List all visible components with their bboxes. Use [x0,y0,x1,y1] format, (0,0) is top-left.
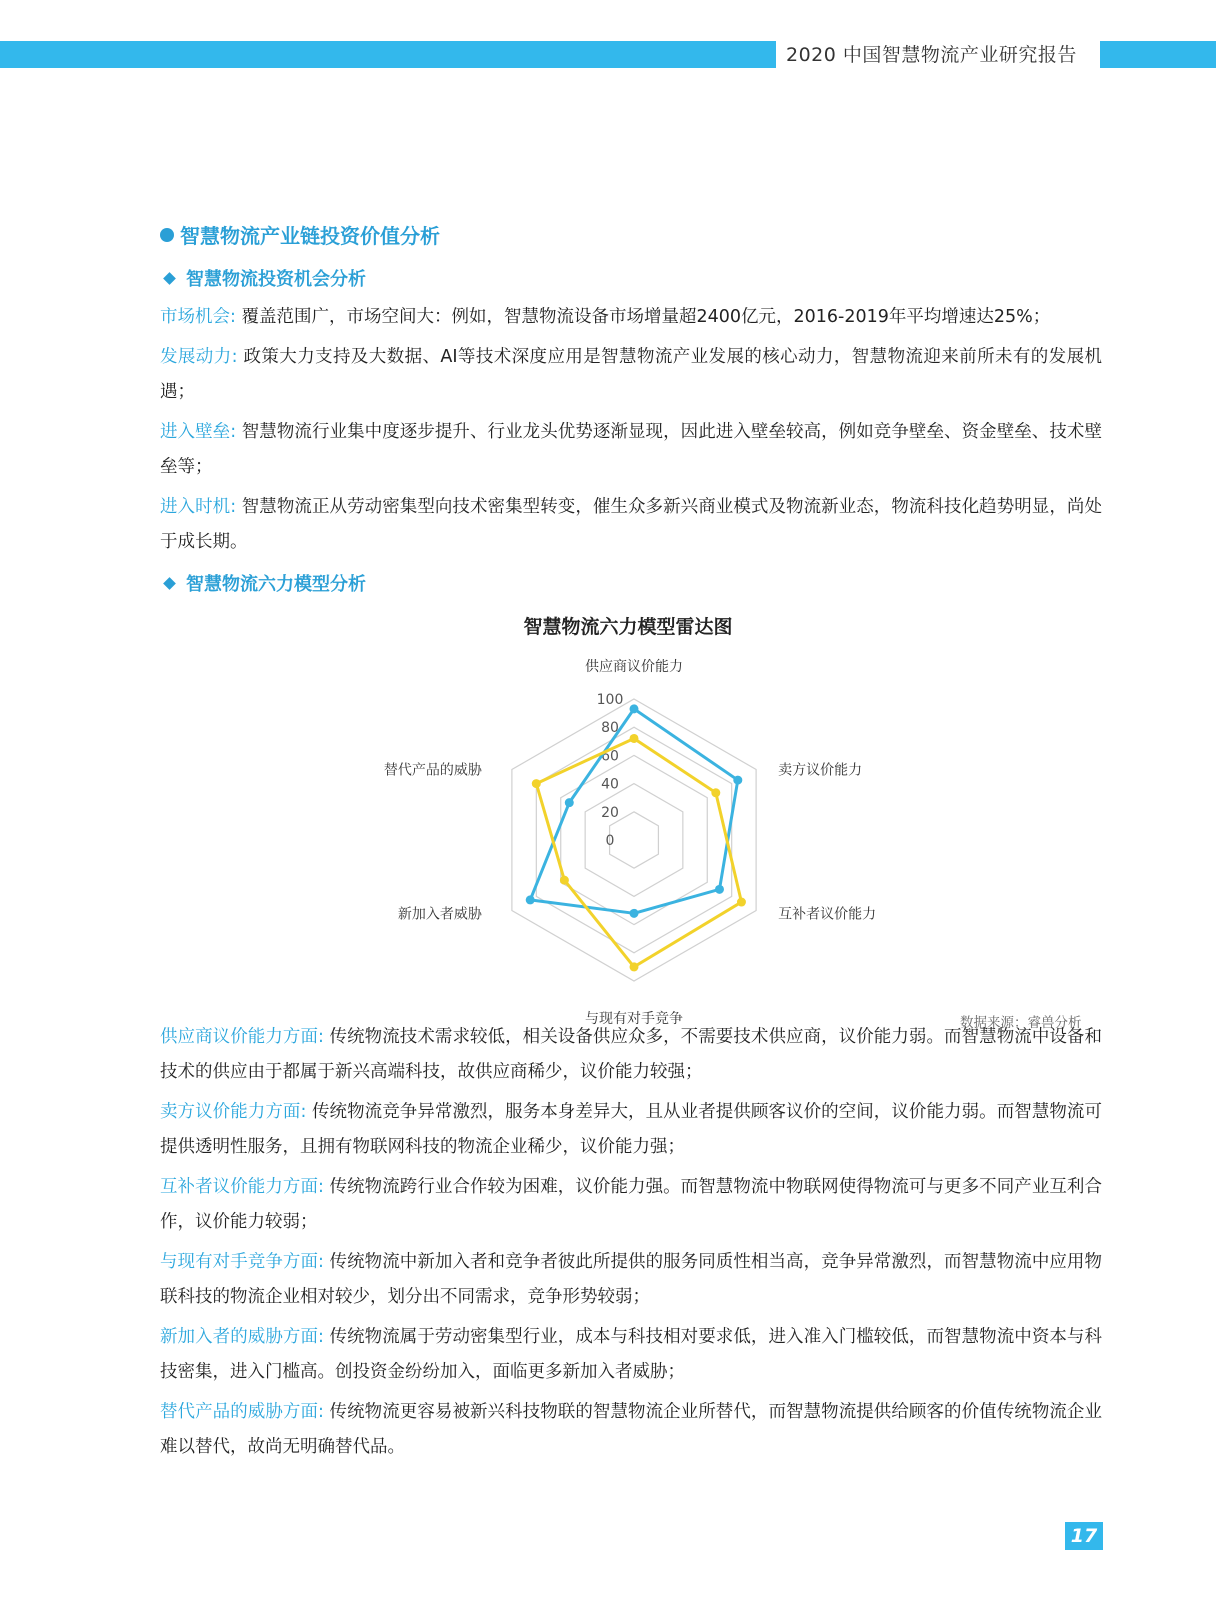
item-lead: 发展动力: [160,347,238,367]
item-lead: 市场机会: [160,307,236,327]
radar-data-point [737,898,746,907]
item-lead: 卖方议价能力方面: [160,1102,307,1122]
item-text: 覆盖范围广，市场空间大：例如，智慧物流设备市场增量超2400亿元，2016-2019年平均增速达25%； [241,307,1051,327]
force-item [160,1320,1102,1390]
force-item [160,1020,1102,1090]
subtitle-six-forces-text: 智慧物流六力模型分析 [186,574,366,595]
radar-axis-label: 卖方议价能力 [778,762,863,779]
radar-axis-label: 与现有对手竞争 [585,1011,683,1027]
radar-tick-label: 100 [596,692,624,708]
item-lead: 替代产品的威胁方面: [160,1402,324,1422]
radar-tick-label: 0 [605,833,615,849]
section-title-text: 智慧物流产业链投资价值分析 [180,224,440,248]
item-text: 传统物流竞争异常激烈，服务本身差异大，且从业者提供顾客议价的空间，议价能力弱。而智慧物流可提供透明性服务，且拥有物联网科技的物流企业稀少，议价能力强； [160,1102,1102,1157]
item-text: 智慧物流行业集中度逐步提升、行业龙头优势逐渐显现，因此进入壁垒较高，例如竞争壁垒、资金壁垒、技术壁垒等； [160,422,1102,477]
item-text: 政策大力支持及大数据、AI等技术深度应用是智慧物流产业发展的核心动力，智慧物流迎来前所未有的发展机遇； [160,347,1102,402]
radar-data-point [630,704,639,713]
force-item [160,1095,1102,1165]
radar-tick-label: 40 [601,776,619,793]
radar-data-point [733,776,742,785]
radar-data-point [630,909,639,918]
force-item [160,1245,1102,1315]
item-text: 传统物流属于劳动密集型行业，成本与科技相对要求低，进入准入门槛较低，而智慧物流中资本与科技密集，进入门槛高。创投资金纷纷加入，面临更多新加入者威胁； [160,1327,1102,1382]
data-source: 数据来源：睿兽分析 [960,1015,1082,1031]
force-item [160,1395,1102,1465]
radar-data-point [715,885,724,894]
item-lead: 互补者议价能力方面: [160,1177,324,1197]
radar-data-point [526,895,535,904]
item-lead: 进入壁垒: [160,422,237,442]
item-text: 传统物流中新加入者和竞争者彼此所提供的服务同质性相当高，竞争异常激烈，而智慧物流中应用物联科技的物流企业相对较少，划分出不同需求，竞争形势较弱； [160,1252,1102,1307]
item-lead: 供应商议价能力方面: [160,1027,324,1047]
page-number: 17 [1065,1522,1103,1550]
item-text: 智慧物流正从劳动密集型向技术密集型转变，催生众多新兴商业模式及物流新业态，物流科技化趋势明显，尚处于成长期。 [160,497,1102,552]
chart-title: 智慧物流六力模型雷达图 [523,616,733,638]
radar-tick-label: 80 [601,720,619,737]
item-lead: 与现有对手竞争方面: [160,1252,324,1272]
subtitle-investment-text: 智慧物流投资机会分析 [186,269,366,290]
report-title: 2020 中国智慧物流产业研究报告 [786,44,1077,66]
radar-data-point [630,962,639,971]
radar-axis-label: 新加入者威胁 [397,906,482,923]
radar-data-point [565,798,574,807]
radar-series-line [536,738,741,966]
item-text: 传统物流技术需求较低，相关设备供应众多，不需要技术供应商，议价能力弱。而智慧物流中设备和技术的供应由于都属于新兴高端科技，故供应商稀少，议价能力较强； [160,1027,1102,1082]
radar-data-point [630,734,639,743]
force-item [160,1170,1102,1240]
radar-tick-label: 20 [601,804,619,821]
radar-data-point [532,779,541,788]
item-lead: 新加入者的威胁方面: [160,1327,324,1347]
radar-tick-label: 60 [601,748,619,765]
item-lead: 进入时机: [160,497,237,517]
item-text: 传统物流跨行业合作较为困难，议价能力强。而智慧物流中物联网使得物流可与更多不同产业互利合作，议价能力较弱； [160,1177,1102,1232]
radar-data-point [711,788,720,797]
radar-grid-ring [585,784,683,897]
radar-axis-label: 供应商议价能力 [585,659,683,675]
radar-data-point [560,876,569,885]
radar-axis-label: 互补者议价能力 [778,906,877,923]
item-text: 传统物流更容易被新兴科技物联的智慧物流企业所替代，而智慧物流提供给顾客的价值传统物流企业难以替代，故尚无明确替代品。 [160,1402,1102,1457]
radar-axis-label: 替代产品的威胁 [383,762,482,779]
radar-grid-ring [536,727,731,953]
